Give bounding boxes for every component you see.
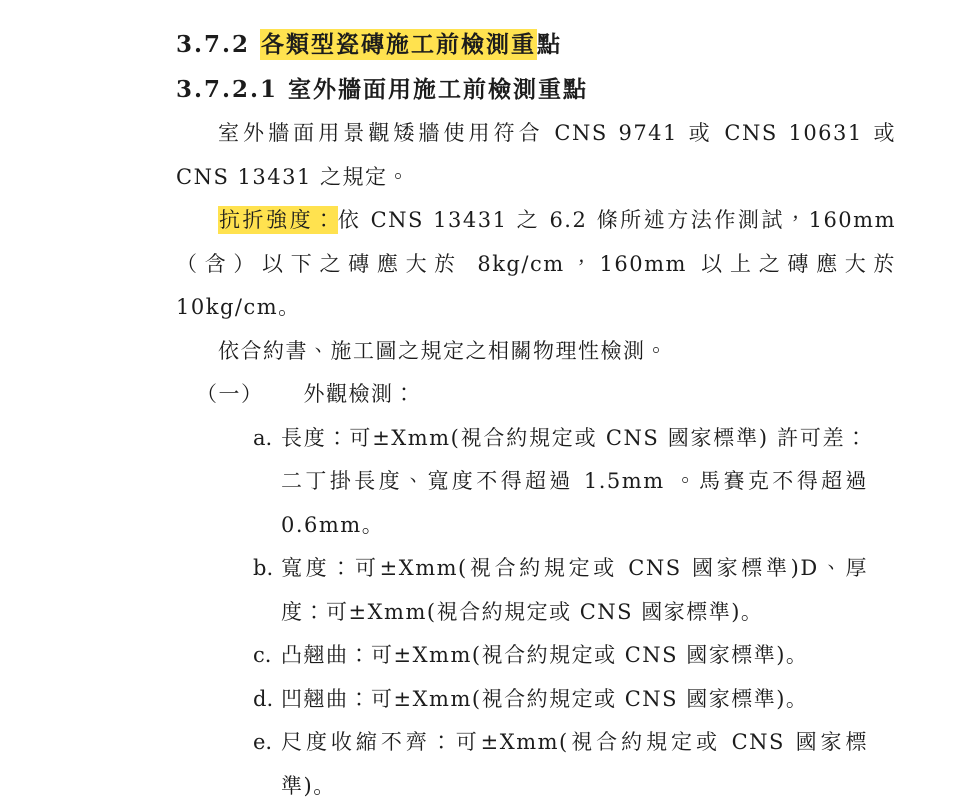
heading-highlighted-text: 各類型瓷磚施工前檢測重 [260,29,537,60]
document-content [176,22,896,808]
list-item-marker: d. [253,678,281,722]
flexural-strength-text: 依 CNS 13431 之 6.2 條所述方法作測試，160mm （含）以下之磚應大於 8kg/cm，160mm 以上之磚應大於 10kg/cm。 [176,208,896,319]
list-item [253,547,868,634]
section-title: 外觀檢測： [304,382,417,406]
paragraph-flexural-strength [176,199,896,330]
list-item-text: 凸翹曲：可±Xmm(視合約規定或 CNS 國家標準)。 [281,634,868,678]
list-item-text: 尺度收縮不齊：可±Xmm(視合約規定或 CNS 國家標準)。 [281,721,868,808]
heading-tail: 點 [537,31,562,58]
list-item [253,417,868,548]
inspection-item-list [176,417,896,808]
list-item [253,634,868,678]
paragraph-cns-standards: 室外牆面用景觀矮牆使用符合 CNS 9741 或 CNS 10631 或 CNS 13431 之規定。 [176,112,896,199]
heading-3-7-2 [176,22,896,67]
list-item-text: 凹翹曲：可±Xmm(視合約規定或 CNS 國家標準)。 [281,678,868,722]
list-item-marker: c. [253,634,281,678]
section-numbering: （一） [196,382,264,406]
list-item-text: 長度：可±Xmm(視合約規定或 CNS 國家標準) 許可差：二丁掛長度、寬度不得超過 1.5mm 。馬賽克不得超過 0.6mm。 [281,417,868,548]
paragraph-contract-inspection: 依合約書、施工圖之規定之相關物理性檢測。 [176,330,896,374]
list-item-marker: a. [253,417,281,548]
list-item [253,678,868,722]
heading-number: 3.7.2 [176,31,260,58]
list-item-marker: b. [253,547,281,634]
heading-3-7-2-1: 3.7.2.1 室外牆面用施工前檢測重點 [176,67,896,112]
section-appearance-inspection [196,373,896,417]
list-item-marker: e. [253,721,281,808]
list-item [253,721,868,808]
flexural-strength-highlight: 抗折強度： [218,206,338,234]
list-item-text: 寬度：可±Xmm(視合約規定或 CNS 國家標準)D、厚度：可±Xmm(視合約規定或 CNS 國家標準)。 [281,547,868,634]
